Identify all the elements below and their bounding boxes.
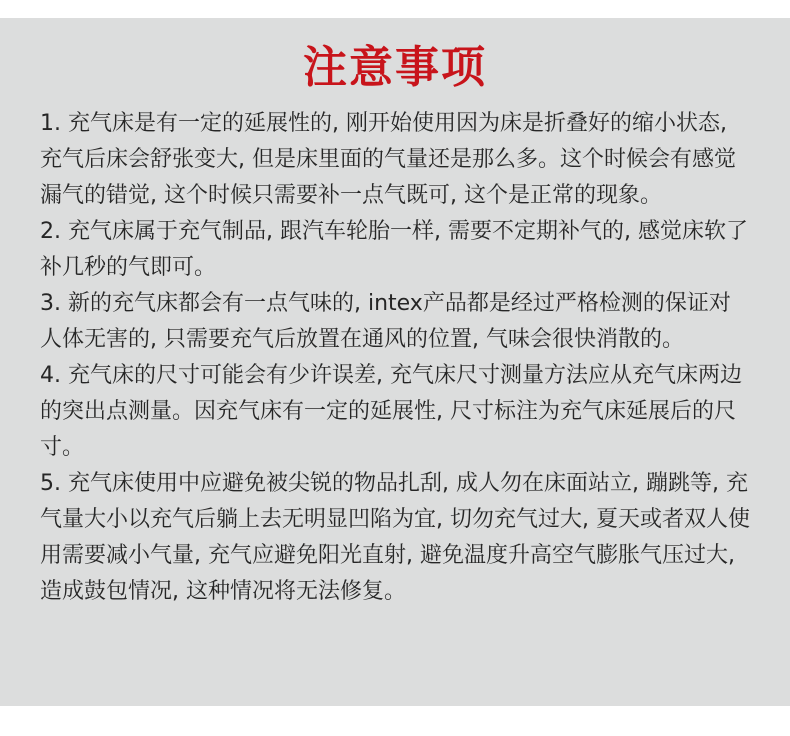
- notice-item-2: 2. 充气床属于充气制品, 跟汽车轮胎一样, 需要不定期补气的, 感觉床软了补几秒的气即可。: [40, 219, 748, 280]
- notice-item-5: 5. 充气床使用中应避免被尖锐的物品扎刮, 成人勿在床面站立, 蹦跳等, 充气量大小以充气后躺上去无明显凹陷为宜, 切勿充气过大, 夏天或者双人使用需要减小气量, 充气应避免阳光直射, 避免温度升高空气膨胀气压过大, 造成鼓包情况, 这种情况将无法修复。: [40, 471, 750, 604]
- notice-item-4: 4. 充气床的尺寸可能会有少许误差, 充气床尺寸测量方法应从充气床两边的突出点测量。因充气床有一定的延展性, 尺寸标注为充气床延展后的尺寸。: [40, 363, 742, 460]
- notice-list: [40, 106, 752, 610]
- notice-item-3: 3. 新的充气床都会有一点气味的, intex产品都是经过严格检测的保证对人体无害的, 只需要充气后放置在通风的位置, 气味会很快消散的。: [40, 291, 731, 352]
- page-title: 注意事项: [303, 42, 487, 93]
- notice-item-1: 1. 充气床是有一定的延展性的, 刚开始使用因为床是折叠好的缩小状态, 充气后床会舒张变大, 但是床里面的气量还是那么多。这个时候会有感觉漏气的错觉, 这个时候只需要补一点气既可, 这个是正常的现象。: [40, 111, 736, 208]
- notice-panel: [0, 18, 790, 706]
